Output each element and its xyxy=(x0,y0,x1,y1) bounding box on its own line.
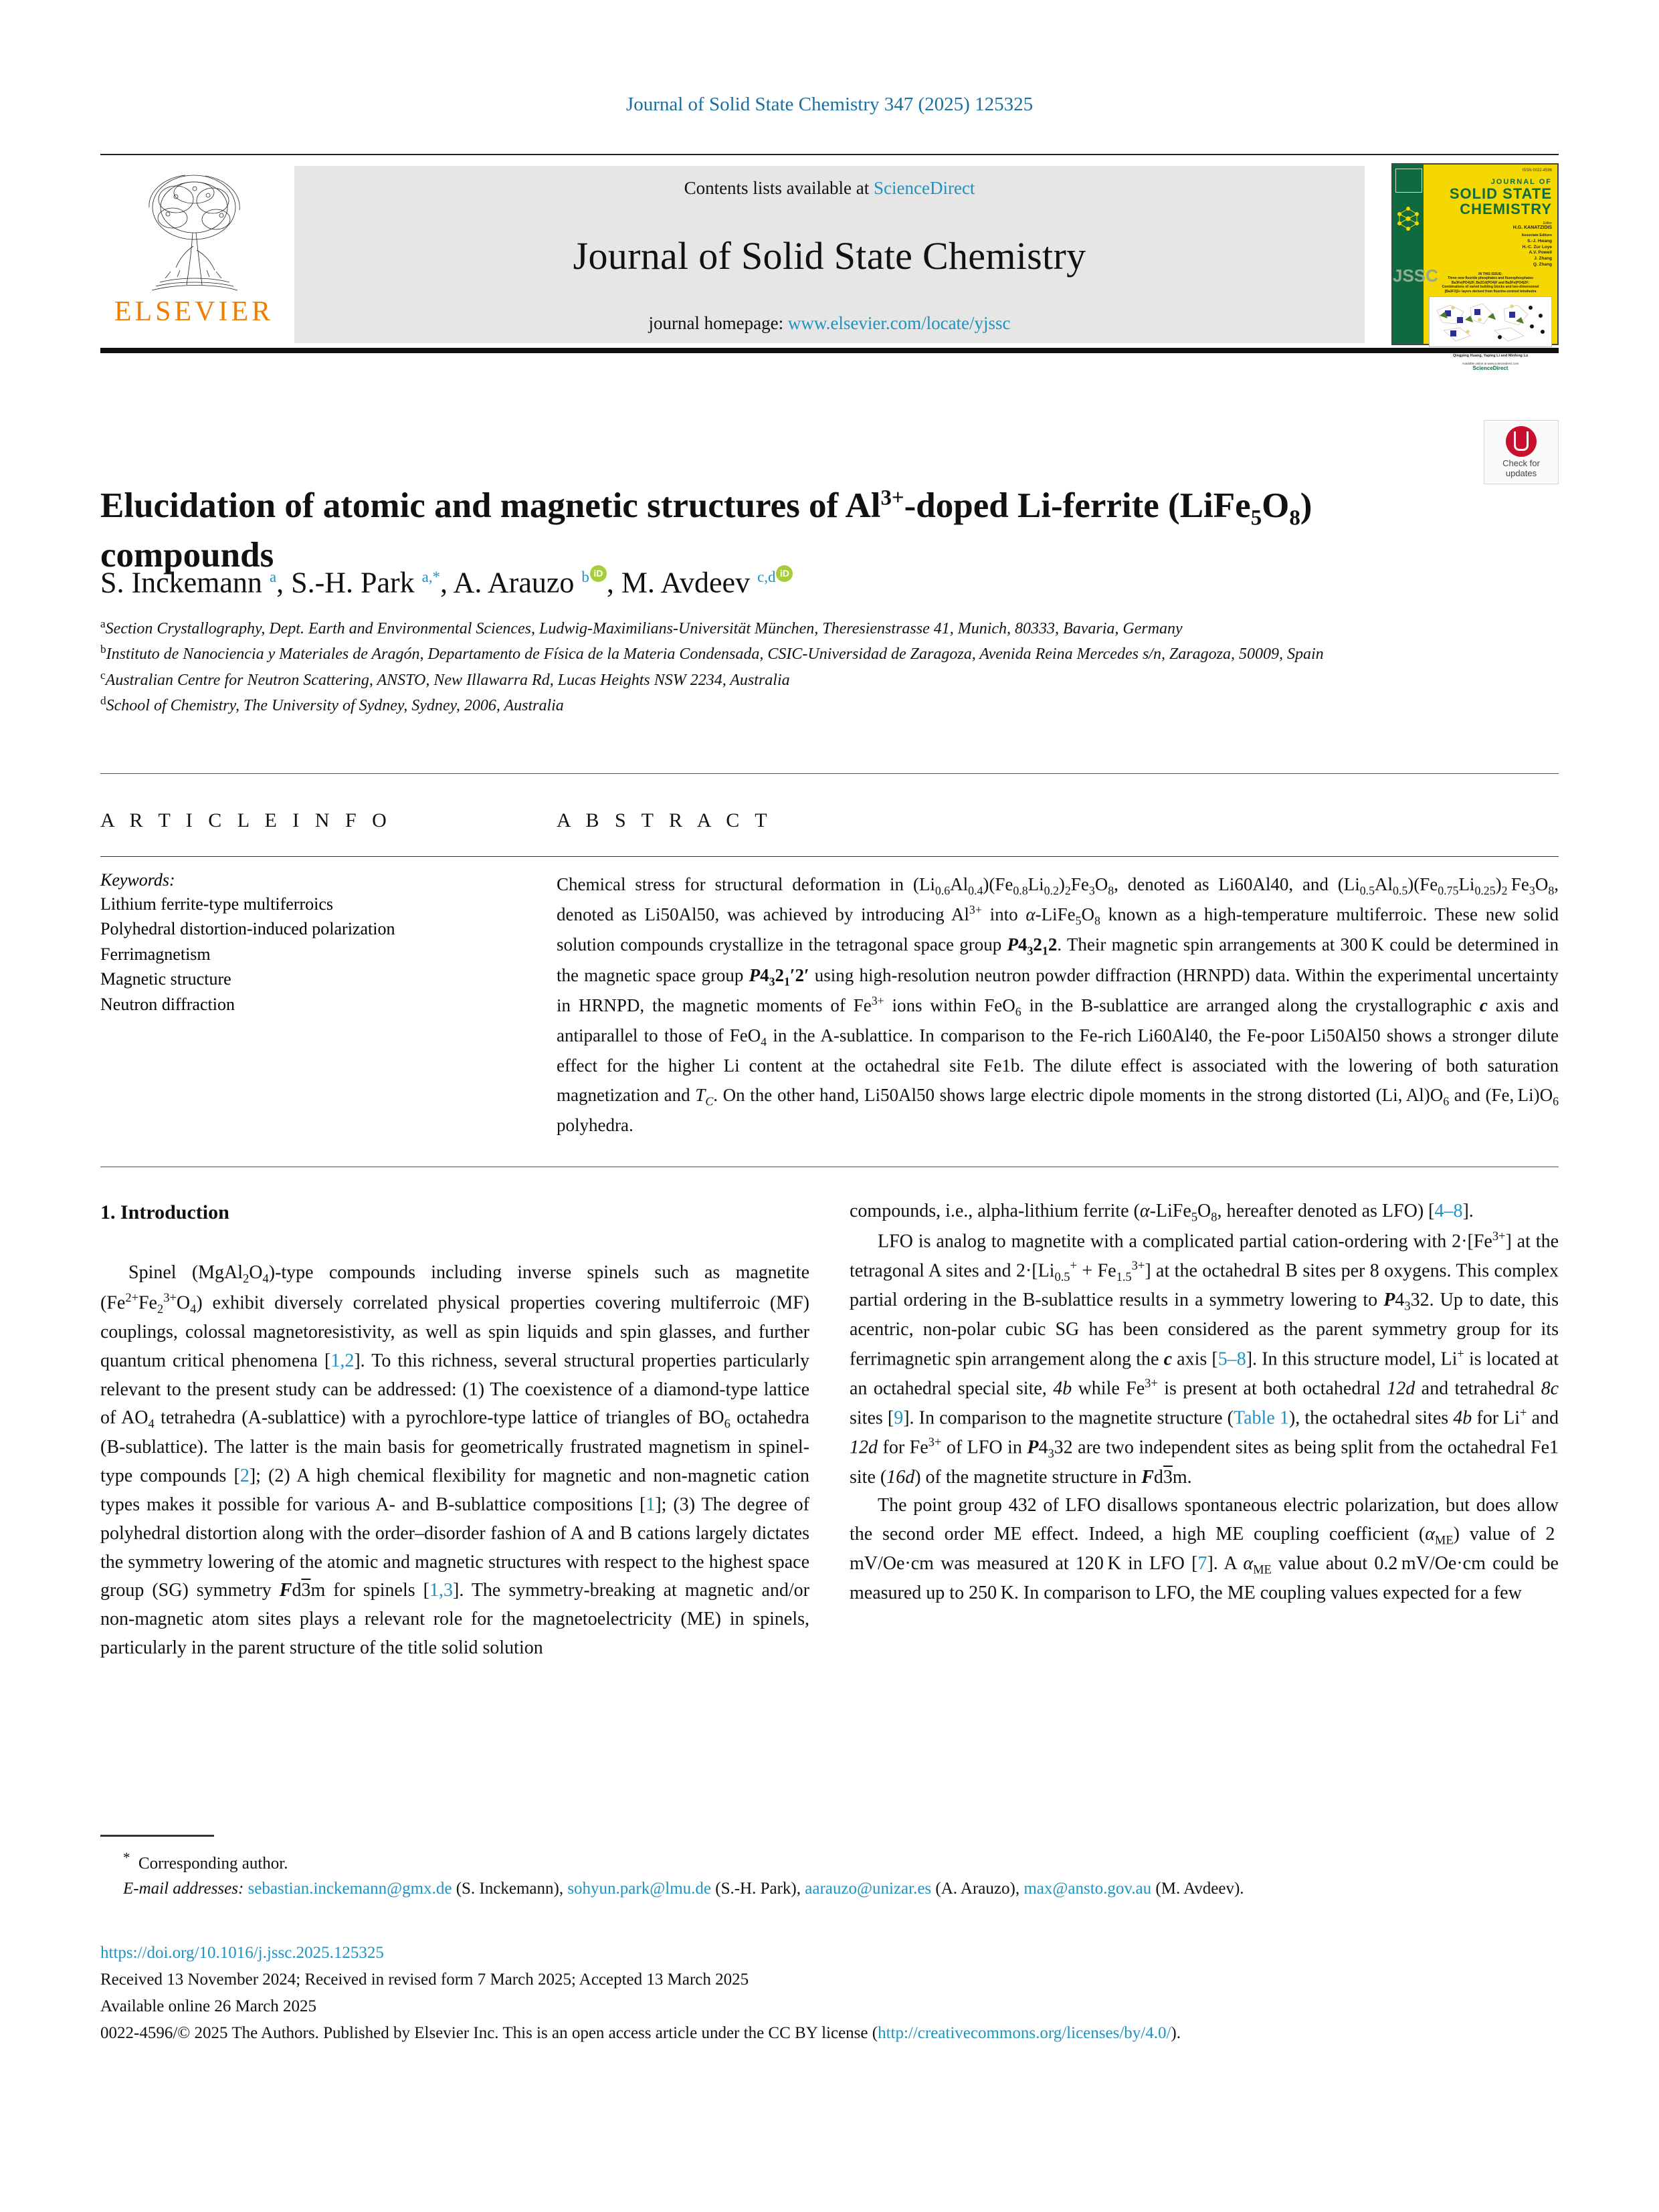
publication-info xyxy=(100,1940,1559,2047)
keyword-item: Lithium ferrite-type multiferroics xyxy=(100,894,333,914)
homepage-line xyxy=(648,313,1010,334)
copyright-line: 0022-4596/© 2025 The Authors. Published by Elsevier Inc. This is an open access article under the CC BY license (http://creativecommons.org/licenses/by/4.0/). xyxy=(100,2024,1181,2042)
cover-title-line2: SOLID STATE xyxy=(1449,185,1552,202)
keyword-item: Neutron diffraction xyxy=(100,994,235,1014)
abstract-heading: A B S T R A C T xyxy=(557,809,773,831)
cover-editor-name: H.G. KANATZIDIS xyxy=(1512,225,1552,231)
elsevier-logo xyxy=(100,166,288,343)
crossmark-line2: updates xyxy=(1505,468,1537,478)
cover-assoc-editors: Associate Editors S.-J. Hwang H.-C. Zur Loye A.V. Powell J. Zhang Q. Zhang xyxy=(1521,233,1552,268)
affiliation-a: $^a$Section Crystallography, Dept. Earth and Environmental Sciences, Ludwig-Maximilians-Universität München, Theresienstrasse 41, Munich, 80333, Bavaria, Germany xyxy=(100,617,1183,637)
affiliation-b: $^b$Instituto de Nanociencia y Materiales de Aragón, Departamento de Física de la Materia Condensada, CSIC-Universidad de Zaragoza, Avenida Reina Mercedes s/n, Zaragoza, 50009, Spain xyxy=(100,643,1324,664)
journal-masthead xyxy=(100,154,1559,371)
article-info-heading: A R T I C L E I N F O xyxy=(100,809,392,831)
masthead-banner xyxy=(294,166,1365,343)
cover-issue-label: IN THIS ISSUE: xyxy=(1478,272,1502,276)
paragraph: compounds, i.e., alpha-lithium ferrite ($\alpha-LiFe_5O_8$, hereafter denoted as LFO) [4–8]. xyxy=(850,1201,1474,1224)
email-label: E-mail addresses: xyxy=(123,1880,244,1898)
right-column-paragraphs xyxy=(850,1197,1559,1608)
paragraph: The point group 432 of LFO disallows spontaneous electric polarization, but does allow the second order ME effect. Indeed, a high ME coupling coefficient $(\alpha_{ME})$ value of 2 mV/Oe·cm was measured at 120 K in LFO [7]. A $\alpha_{ME}$ value about 0.2 mV/Oe·cm could be measured up to 250 K. In comparison to LFO, the ME coupling values expected for a few xyxy=(850,1495,1559,1603)
masthead-bottom-rule xyxy=(100,348,1559,353)
cover-body xyxy=(1424,165,1557,371)
journal-cover-thumbnail[interactable] xyxy=(1391,163,1559,371)
elsevier-tree-icon xyxy=(136,166,253,300)
left-column-paragraphs xyxy=(100,1259,809,1663)
affiliations xyxy=(100,615,1371,718)
masthead-top-rule xyxy=(100,154,1559,155)
abstract-text: Chemical stress for structural deformation in $(Li_{0.6}Al_{0.4})(Fe_{0.8}Li_{0.2})_2Fe_3O_8$, denoted as Li60Al40, and $(Li_{0.5}Al_{0.5})(Fe_{0.75}Li_{0.25})_2$ $Fe_3O_8$, denoted as Li50Al50, was achieved by introducing $Al^{3+}$ into $\alpha-LiFe_5O_8$ known as a high-temperature multiferroic. These new solid solution compounds crystallize in the tetragonal space group $P4_32_12$. Their magnetic spin arrangements at 300 K could be determined in the magnetic space group $P4_32_1'2'$ using high-resolution neutron powder diffraction (HRNPD) data. Within the experimental uncertainty in HRNPD, the magnetic moments of $Fe^{3+}$ ions within FeO$_6$ in the B-sublattice are arranged along the crystallographic c axis and antiparallel to those of FeO$_4$ in the A-sublattice. In comparison to the Fe-rich Li60Al40, the Fe-poor Li50Al50 shows a stronger dilute effect for the higher Li content at the octahedral site Fe1b. The dilute effect is associated with the lowering of both saturation magnetization and $T_C$. On the other hand, Li50Al50 shows large electric dipole moments in the strong distorted (Li, $Al)O_6$ and (Fe, $Li)O_6$ polyhedra. xyxy=(557,874,1559,1136)
email-line xyxy=(100,1876,1559,1902)
journal-homepage-link[interactable]: www.elsevier.com/locate/yjssc xyxy=(787,313,1011,333)
corresponding-author-text: Corresponding author. xyxy=(138,1854,288,1873)
cover-sciencedirect xyxy=(1429,362,1552,371)
abstract-underline xyxy=(557,856,1559,857)
cover-sd-note: Available online at www.sciencedirect.com xyxy=(1462,361,1519,365)
elsevier-wordmark: ELSEVIER xyxy=(114,296,274,327)
cover-figure-authors: Qingping Huang, Yaping Li and Minfeng Lu xyxy=(1452,354,1529,359)
email-addresses[interactable]: sebastian.inckemann@gmx.de (S. Inckemann), sohyun.park@lmu.de (S.-H. Park), aarauzo@unizar.es (A. Arauzo), max@ansto.gov.au (M. Avdeev). xyxy=(248,1880,1244,1898)
cover-editor xyxy=(1429,221,1552,230)
doi-line[interactable] xyxy=(100,1940,1559,1967)
affiliation-c: $^c$Australian Centre for Neutron Scattering, ANSTO, New Illawarra Rd, Lucas Heights NSW 2234, Australia xyxy=(100,668,790,689)
paragraph: LFO is analog to magnetite with a complicated partial cation-ordering with $2\cdot[Fe^{3+}]$ at the tetragonal A sites and $2\cdot[Li_{0.5}^+ + Fe_{1.5}^{3+}]$ at the octahedral B sites per 8 oxygens. This complex partial ordering in the B-sublattice results in a symmetry lowering to $P4_332$. Up to date, this acentric, non-polar cubic SG has been considered as the parent symmetry group for its ferrimagnetic spin arrangement along the c axis [5–8]. In this structure model, Li+ is located at an octahedral special site, 4b while $Fe^{3+}$ is present at both octahedral 12d and tetrahedral 8c sites [9]. In comparison to the magnetite structure (Table 1), the octahedral sites 4b for Li+ and 12d for $Fe^{3+}$ of LFO in $P4_332$ are two independent sites as being split from the octahedral Fe1 site (16d) of the magnetite structure in Fd3m. xyxy=(850,1229,1559,1488)
article-info-block xyxy=(100,809,562,1017)
cover-title-line3: CHEMISTRY xyxy=(1460,201,1552,218)
doi-link[interactable]: https://doi.org/10.1016/j.jssc.2025.125325 xyxy=(100,1944,384,1962)
cover-title-line1: JOURNAL OF xyxy=(1490,178,1552,186)
cover-spine-label: JSSC xyxy=(1393,266,1438,286)
footnote-rule xyxy=(100,1835,214,1837)
cover-assoc-label: Associate Editors xyxy=(1521,233,1552,238)
crossmark-badge[interactable] xyxy=(1484,420,1559,484)
available-online-line: Available online 26 March 2025 xyxy=(100,1997,317,2015)
corresponding-author-line xyxy=(100,1847,1559,1876)
cover-sd-label: ScienceDirect xyxy=(1472,365,1508,371)
footnote-block xyxy=(100,1847,1559,1902)
article-info-underline xyxy=(100,856,562,857)
homepage-prefix: journal homepage: xyxy=(648,313,788,333)
abstract-block xyxy=(557,809,1559,1140)
cover-in-this-issue: IN THIS ISSUE: Three new fluoride phosphates and fluorophosphates Ba3Fe(PO4)2F, Ba2Cd(PO4)F and Ba3Fe(PO4)2F: Combinations of varied building blocks and two-dimensional [Ba3F3]3+ layers derived from fluorine-centred tetrahedra xyxy=(1442,272,1539,294)
keywords-list xyxy=(100,892,562,1017)
body-column-right xyxy=(850,1197,1559,1608)
crossmark-icon xyxy=(1506,426,1537,457)
running-head: Journal of Solid State Chemistry 347 (2025) 125325 xyxy=(625,94,1034,115)
cover-figure xyxy=(1429,296,1552,347)
contents-prefix: Contents lists available at xyxy=(684,178,874,198)
cover-editor-label: Editor xyxy=(1543,221,1552,226)
received-line: Received 13 November 2024; Received in revised form 7 March 2025; Accepted 13 March 2025 xyxy=(100,1971,749,1989)
section-heading-introduction: 1. Introduction xyxy=(100,1201,229,1223)
cover-issn: ISSN 0022-4596 xyxy=(1522,169,1552,173)
sciencedirect-link[interactable]: ScienceDirect xyxy=(874,178,975,198)
body-column-left xyxy=(100,1197,809,1663)
affiliation-d: $^d$School of Chemistry, The University of Sydney, Sydney, 2006, Australia xyxy=(100,694,564,715)
page-title: Elucidation of atomic and magnetic structures of $Al^{3+}$-doped Li-ferrite $(LiFe_5O_8)$ compounds xyxy=(100,485,1312,575)
author-list: S. Inckemann $^a$, S.-H. Park $^{a,*}$, A. Arauzo $^b$ iD , M. Avdeev $^{c,d}$iD xyxy=(100,565,1371,600)
paragraph: Spinel $(MgAl_2O_4)$-type compounds including inverse spinels such as magnetite $(Fe^{2+}Fe_2^{3+}O_4)$ exhibit diversely correlated physical properties covering multiferroic (MF) couplings, colossal magnetoresistivity, as well as spin liquids and spin glasses, and further quantum critical phenomena [1,2]. To this richness, several structural properties particularly relevant to the present study can be addressed: (1) The coexistence of a diamond-type lattice of $AO_4$ tetrahedra (A-sublattice) with a pyrochlore-type lattice of triangles of $BO_6$ octahedra (B-sublattice). The latter is the main basis for geometrically frustrated magnetism in spinel-type compounds [2]; (2) A high chemical flexibility for magnetic and non-magnetic cation types makes it possible for various A- and B-sublattice compositions [1]; (3) The degree of polyhedral distortion along with the order–disorder fashion of A and B cations largely dictates the symmetry lowering of the atomic and magnetic structures with respect to the highest space group (SG) symmetry Fd3m for spinels [1,3]. The symmetry-breaking at magnetic and/or non-magnetic atom sites plays a relevant role for the magnetoelectricity (ME) in spinels, particularly in the parent structure of the title solid solution xyxy=(100,1262,809,1659)
cover-elsevier-mark xyxy=(1395,169,1422,193)
contents-line xyxy=(684,178,975,199)
cover-structure-diagram-icon xyxy=(1430,297,1551,346)
keyword-item: Ferrimagnetism xyxy=(100,944,211,964)
journal-title: Journal of Solid State Chemistry xyxy=(573,234,1086,278)
keyword-item: Polyhedral distortion-induced polarization xyxy=(100,919,395,939)
crossmark-label xyxy=(1502,459,1540,479)
crossmark-line1: Check for xyxy=(1502,458,1540,468)
keyword-item: Magnetic structure xyxy=(100,969,231,989)
corresponding-marker: * xyxy=(123,1849,130,1866)
cover-cluster-icon xyxy=(1395,205,1421,233)
keywords-label: Keywords: xyxy=(100,870,175,890)
affiliation-rule xyxy=(100,773,1559,774)
